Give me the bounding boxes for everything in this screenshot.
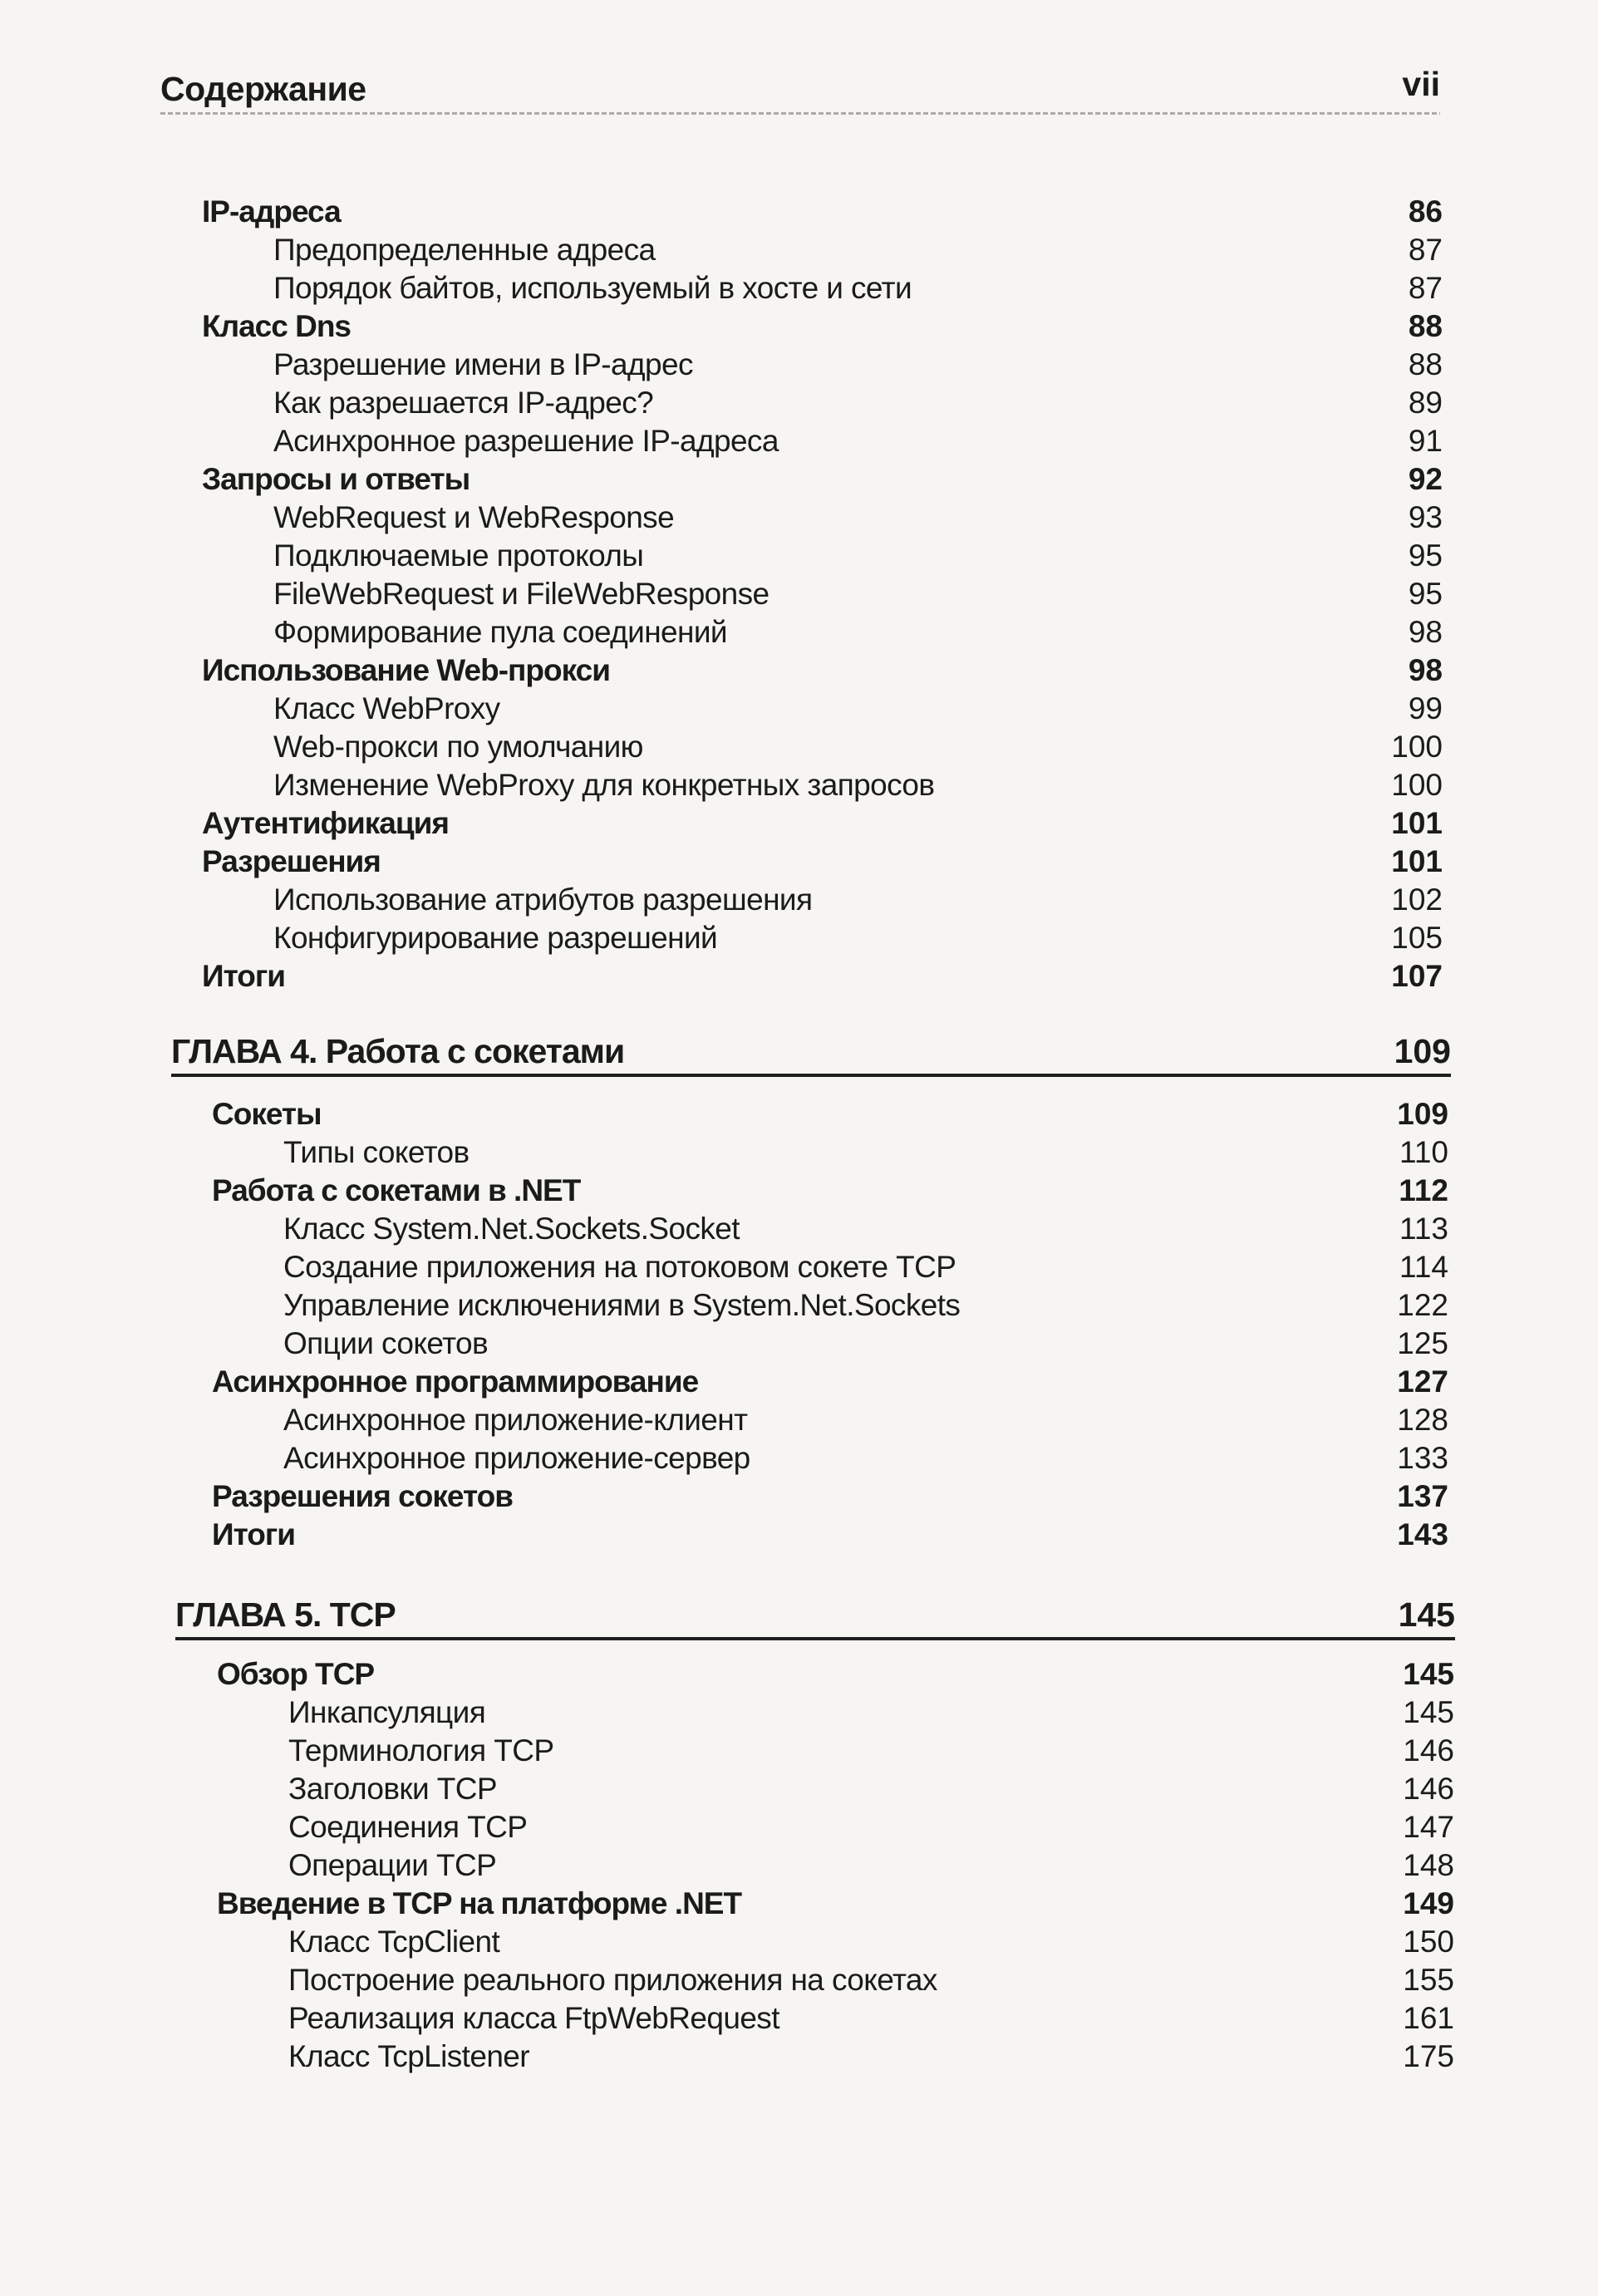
toc-subsection-entry [217,1808,1454,1846]
toc-entry-page: 88 [1408,347,1443,381]
toc-subsection-entry [202,269,1443,307]
toc-entry-page: 155 [1403,1963,1454,1997]
toc-entry-title: Инкапсуляция [288,1695,486,1729]
toc-entry-page: 161 [1403,2001,1454,2035]
toc-entry-title: Класс WebProxy [273,691,500,725]
toc-subsection-entry [202,346,1443,384]
toc-entry-title: Класс System.Net.Sockets.Socket [283,1212,740,1246]
toc-entry-title: Как разрешается IP-адрес? [273,386,654,420]
toc-entry-page: 112 [1399,1173,1448,1207]
toc-section-entry [202,307,1443,346]
toc-subsection-entry [202,231,1443,269]
toc-entry-title: Введение в TCP на платформе .NET [217,1886,742,1920]
toc-entry-page: 113 [1399,1212,1448,1246]
toc-entry-page: 91 [1408,424,1443,458]
toc-entry-page: 109 [1397,1097,1448,1131]
toc-entry-title: Заголовки TCP [288,1772,497,1806]
toc-subsection-entry [212,1133,1448,1172]
toc-section-entry [212,1172,1448,1210]
toc-entry-title: Асинхронное программирование [212,1364,699,1399]
toc-subsection-entry [202,766,1443,804]
toc-entry-title: Типы сокетов [283,1135,470,1169]
toc-entry-page: 128 [1397,1403,1448,1437]
toc-entry-page: 89 [1408,386,1443,420]
toc-entry-title: Разрешения сокетов [212,1479,513,1513]
toc-entry-title: Класс Dns [202,309,351,343]
toc-entry-page: 86 [1408,194,1443,229]
toc-section-entry [212,1363,1448,1401]
toc-subsection-entry [202,575,1443,613]
toc-section-chapter5 [217,1655,1454,2076]
toc-subsection-entry [217,1999,1454,2038]
toc-entry-page: 93 [1408,500,1443,534]
running-header [160,65,1440,123]
toc-entry-title: FileWebRequest и FileWebResponse [273,577,769,611]
toc-entry-title: Создание приложения на потоковом сокете TCP [283,1250,956,1284]
toc-entry-title: Изменение WebProxy для конкретных запросов [273,768,935,802]
toc-section-chapter4 [212,1095,1448,1554]
chapter-5-rule [175,1637,1455,1640]
toc-entry-page: 98 [1408,653,1443,687]
toc-subsection-entry [202,728,1443,766]
toc-entry-title: Аутентификация [202,806,449,840]
toc-section-entry [202,843,1443,881]
toc-section-entry [212,1477,1448,1516]
toc-section-entry [202,193,1443,231]
toc-entry-page: 146 [1403,1733,1454,1767]
toc-entry-title: Порядок байтов, используемый в хосте и сети [273,271,912,305]
toc-entry-page: 107 [1391,959,1443,993]
toc-entry-title: Разрешение имени в IP-адрес [273,347,693,381]
toc-entry-title: Формирование пула соединений [273,615,727,649]
toc-section-entry [202,460,1443,499]
chapter-5-page: 145 [1398,1595,1455,1634]
toc-subsection-entry [212,1439,1448,1477]
toc-section-entry [212,1516,1448,1554]
toc-entry-title: Итоги [212,1517,295,1551]
toc-entry-page: 98 [1408,615,1443,649]
toc-entry-page: 87 [1408,271,1443,305]
toc-entry-page: 100 [1391,768,1443,802]
toc-entry-title: Обзор TCP [217,1657,375,1691]
toc-entry-title: Конфигурирование разрешений [273,921,718,955]
toc-entry-title: Опции сокетов [283,1326,489,1360]
toc-entry-page: 146 [1403,1772,1454,1806]
toc-entry-title: Класс TcpListener [288,2039,530,2073]
toc-entry-page: 175 [1403,2039,1454,2073]
toc-entry-title: Сокеты [212,1097,322,1131]
toc-entry-title: Операции TCP [288,1848,497,1882]
toc-entry-page: 101 [1391,806,1443,840]
toc-entry-title: Терминология TCP [288,1733,554,1767]
toc-entry-title: Реализация класса FtpWebRequest [288,2001,779,2035]
toc-entry-page: 105 [1391,921,1443,955]
toc-subsection-entry [202,537,1443,575]
toc-subsection-entry [202,499,1443,537]
running-header-page-number: vii [1402,65,1440,103]
toc-entry-page: 88 [1408,309,1443,343]
chapter-4-page: 109 [1394,1032,1451,1070]
toc-subsection-entry [217,1961,1454,1999]
toc-entry-title: Класс TcpClient [288,1925,500,1959]
toc-entry-page: 143 [1397,1517,1448,1551]
chapter-4-rule [171,1074,1451,1077]
toc-subsection-entry [217,1770,1454,1808]
toc-entry-page: 114 [1399,1250,1448,1284]
toc-entry-title: Использование Web-прокси [202,653,610,687]
toc-subsection-entry [202,881,1443,919]
toc-entry-page: 110 [1399,1135,1448,1169]
toc-subsection-entry [212,1325,1448,1363]
toc-subsection-entry [212,1286,1448,1325]
chapter-4-title: ГЛАВА 4. Работа с сокетами [171,1032,625,1070]
toc-subsection-entry [202,422,1443,460]
toc-entry-title: Использование атрибутов разрешения [273,883,813,917]
toc-subsection-entry [217,1694,1454,1732]
toc-subsection-entry [217,1732,1454,1770]
toc-section-entry [217,1885,1454,1923]
toc-section-entry [217,1655,1454,1694]
toc-entry-title: IP-адреса [202,194,341,229]
toc-subsection-entry [212,1401,1448,1439]
toc-entry-title: Построение реального приложения на сокетах [288,1963,937,1997]
toc-entry-title: Предопределенные адреса [273,233,656,267]
toc-subsection-entry [202,613,1443,651]
toc-entry-title: Разрешения [202,844,381,878]
toc-entry-title: Работа с сокетами в .NET [212,1173,581,1207]
toc-entry-title: Асинхронное разрешение IP-адреса [273,424,779,458]
toc-entry-title: Асинхронное приложение-сервер [283,1441,750,1475]
toc-entry-page: 95 [1408,538,1443,573]
toc-subsection-entry [202,384,1443,422]
toc-entry-page: 99 [1408,691,1443,725]
toc-subsection-entry [202,690,1443,728]
toc-subsection-entry [217,1923,1454,1961]
running-header-title: Содержание [160,70,366,108]
toc-subsection-entry [212,1248,1448,1286]
toc-entry-page: 95 [1408,577,1443,611]
toc-entry-title: Web-прокси по умолчанию [273,730,643,764]
toc-entry-title: Управление исключениями в System.Net.Sockets [283,1288,961,1322]
toc-entry-page: 147 [1403,1810,1454,1844]
toc-subsection-entry [212,1210,1448,1248]
toc-subsection-entry [202,919,1443,957]
toc-entry-page: 145 [1403,1695,1454,1729]
chapter-5-heading [175,1594,1455,1644]
toc-entry-page: 148 [1403,1848,1454,1882]
toc-section-entry [202,804,1443,843]
toc-entry-title: Подключаемые протоколы [273,538,644,573]
toc-section-chapter3-tail [202,193,1443,996]
toc-section-entry [202,651,1443,690]
toc-entry-page: 149 [1403,1886,1454,1920]
toc-entry-page: 145 [1403,1657,1454,1691]
toc-section-entry [212,1095,1448,1133]
toc-section-entry [202,957,1443,996]
chapter-4-heading [171,1030,1451,1080]
toc-entry-title: Соединения TCP [288,1810,528,1844]
toc-entry-page: 101 [1391,844,1443,878]
toc-entry-title: Запросы и ответы [202,462,470,496]
toc-entry-page: 137 [1397,1479,1448,1513]
toc-subsection-entry [217,1846,1454,1885]
toc-entry-page: 133 [1397,1441,1448,1475]
toc-entry-page: 127 [1397,1364,1448,1399]
toc-entry-page: 150 [1403,1925,1454,1959]
running-header-rule [160,112,1440,115]
toc-entry-page: 100 [1391,730,1443,764]
toc-entry-title: Итоги [202,959,285,993]
toc-entry-page: 92 [1408,462,1443,496]
toc-entry-page: 102 [1391,883,1443,917]
toc-entry-page: 87 [1408,233,1443,267]
toc-subsection-entry [217,2038,1454,2076]
toc-entry-title: WebRequest и WebResponse [273,500,675,534]
chapter-5-title: ГЛАВА 5. TCP [175,1595,396,1634]
toc-entry-page: 125 [1397,1326,1448,1360]
toc-entry-title: Асинхронное приложение-клиент [283,1403,748,1437]
toc-entry-page: 122 [1397,1288,1448,1322]
